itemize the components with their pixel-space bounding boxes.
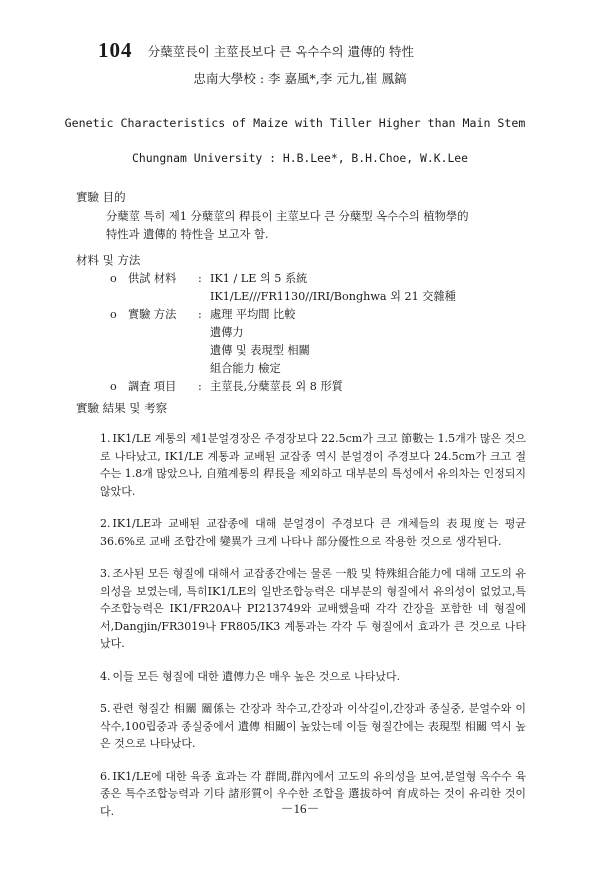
english-title: Genetic Characteristics of Maize with Tiller Higher than Main Stem	[64, 116, 526, 130]
colon: :	[198, 308, 202, 321]
materials-label	[128, 324, 198, 342]
result-text: IK1/LE 계통의 제1분얼경장은 주경장보다 22.5cm가 크고 節數는 1.5개가 많은 것으로 나타났고, IK1/LE 계통과 교배된 교잡종 역시 분얼경이 주경보다 24.5cm가 크고 절수는 1.8개 많았으나, 自殖계통의 稈長을 제외하고 대부분의 특성에서 유의차는 인정되지 않았다.	[100, 432, 526, 498]
result-item	[100, 515, 526, 550]
page-number: －16－	[280, 801, 320, 816]
colon	[198, 360, 210, 378]
abstract-number: 104	[98, 38, 133, 62]
result-number: 5.	[100, 702, 111, 715]
materials-value: IK1/LE///FR1130//IRI/Bonghwa 외 21 交雜種	[210, 290, 456, 303]
colon	[198, 324, 210, 342]
bullet	[110, 342, 128, 360]
materials-list	[110, 270, 550, 396]
colon	[198, 288, 210, 306]
purpose-body	[106, 208, 526, 244]
colon	[198, 342, 210, 360]
materials-heading: 材料 및 方法	[76, 253, 141, 267]
materials-row	[110, 324, 550, 342]
materials-value: 遺傳力	[210, 326, 244, 339]
result-number: 3.	[100, 567, 111, 580]
result-text: IK1/LE과 교배된 교잡종에 대해 분얼경이 주경보다 큰 개체들의 表現度는 평균 36.6%로 교배 조합간에 變異가 크게 나타나 部分優性으로 작용한 것으로 생각된다.	[100, 517, 526, 548]
materials-value: 遺傳 및 表現型 相關	[210, 344, 310, 357]
result-number: 2.	[100, 517, 111, 530]
bullet: o	[110, 380, 117, 393]
materials-row	[110, 342, 550, 360]
colon: :	[198, 380, 202, 393]
purpose-heading: 實驗 目的	[76, 190, 126, 204]
materials-row	[110, 288, 550, 306]
materials-row	[110, 270, 550, 288]
results-heading: 實驗 結果 및 考察	[76, 401, 168, 415]
purpose-line: 分蘖莖 특히 제1 分蘖莖의 稈長이 主莖보다 큰 分蘖型 옥수수의 植物學的	[106, 210, 469, 223]
bullet	[110, 324, 128, 342]
result-number: 1.	[100, 432, 111, 445]
result-item	[100, 565, 526, 653]
result-text: IK1/LE에 대한 육종 효과는 각 群間,群內에서 고도의 유의성을 보여,분얼형 옥수수 육종은 특수조합능력과 기타 諸形質이 우수한 조합을 選拔하여 育成하는 것이 유리한 것이다.	[100, 769, 526, 818]
materials-label	[128, 342, 198, 360]
materials-value: 主莖長,分蘖莖長 외 8 形質	[210, 380, 343, 393]
title-row	[98, 38, 578, 63]
materials-row	[110, 306, 550, 324]
result-item	[100, 668, 526, 686]
purpose-line: 特性과 遺傳的 特性을 보고자 함.	[106, 228, 269, 241]
materials-value: 處理 平均間 比較	[210, 308, 296, 321]
materials-row	[110, 360, 550, 378]
materials-value: IK1 / LE 의 5 系統	[210, 272, 308, 285]
colon: :	[198, 272, 202, 285]
result-text: 관련 형질간 相關 關係는 간장과 착수고,간장과 이삭길이,간장과 종실중, 분얼수와 이삭수,100립중과 종실중에서 遺傳 相關이 높았는데 이들 형질간에는 表現型 相關 역시 높은 것으로 나타났다.	[100, 702, 526, 750]
materials-label: 實驗 方法	[128, 308, 177, 321]
materials-value: 組合能力 檢定	[210, 362, 281, 375]
results-list	[100, 430, 526, 835]
bullet	[110, 360, 128, 378]
result-item	[100, 430, 526, 500]
korean-title: 分蘖莖長이 主莖長보다 큰 옥수수의 遺傳的 特性	[147, 43, 415, 59]
materials-label	[128, 360, 198, 378]
result-number: 6.	[100, 769, 111, 783]
bullet	[110, 288, 128, 306]
materials-label: 供試 材料	[128, 272, 177, 285]
materials-label	[128, 288, 198, 306]
korean-affiliation: 忠南大學校 : 李 嘉風*,李 元九,崔 鳳鎬	[193, 71, 407, 86]
result-number: 4.	[100, 669, 111, 683]
result-item	[100, 700, 526, 753]
materials-label: 調査 項目	[128, 380, 177, 393]
bullet: o	[110, 308, 117, 321]
materials-row	[110, 378, 550, 396]
english-affiliation: Chungnam University : H.B.Lee*, B.H.Choe, W.K.Lee	[131, 151, 469, 165]
result-text: 조사된 모든 형질에 대해서 교잡종간에는 물론 一般 및 特殊組合能力에 대해 고도의 유의성을 보였는데, 특히IK1/LE의 일반조합능력은 대부분의 형질에서 유의성이 없었고,특수조합능력은 IK1/FR20A나 PI213749와 교배했을때 각각 간장을 포함한 네 형질에서,Dangjin/FR3019나 FR805/IK3 계통과는 각각 두 형질에서 효과가 큰 것으로 나타났다.	[100, 567, 526, 650]
bullet: o	[110, 272, 117, 285]
result-text: 이들 모든 형질에 대한 遺傳力은 매우 높은 것으로 나타났다.	[112, 669, 401, 683]
